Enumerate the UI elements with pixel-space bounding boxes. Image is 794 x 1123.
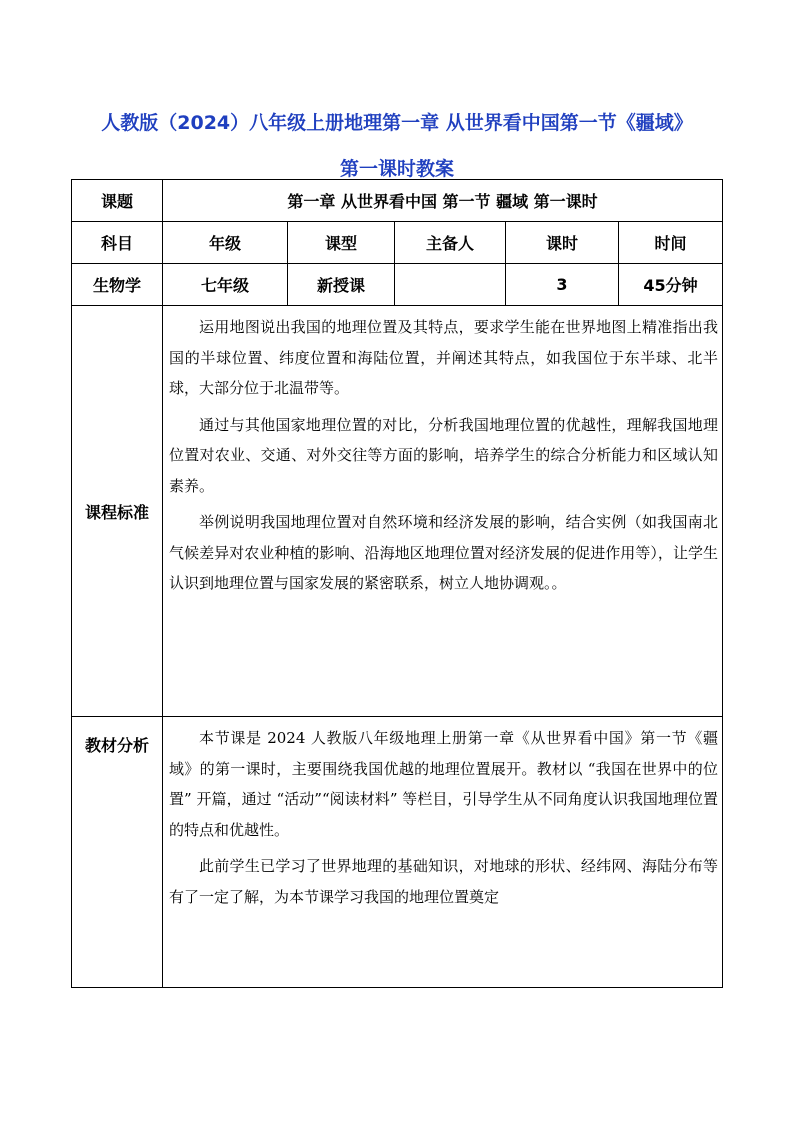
header-lesson-type: 课型 (288, 222, 395, 264)
value-periods: 3 (506, 264, 619, 306)
header-periods: 课时 (506, 222, 619, 264)
analysis-paragraph: 此前学生已学习了世界地理的基础知识，对地球的形状、经纬网、海陆分布等有了一定了解，为本节课学习我国的地理位置奠定 (169, 857, 719, 906)
lesson-plan-table (71, 179, 723, 988)
analysis-label: 教材分析 (72, 717, 163, 988)
value-lesson-type: 新授课 (288, 264, 395, 306)
header-subject: 科目 (72, 222, 163, 264)
title-line-2: 第一课时教案 (339, 158, 454, 180)
standards-content (163, 306, 723, 717)
value-subject: 生物学 (72, 264, 163, 306)
topic-value: 第一章 从世界看中国 第一节 疆域 第一课时 (163, 180, 723, 222)
header-duration: 时间 (619, 222, 723, 264)
analysis-row (72, 717, 723, 988)
topic-label: 课题 (72, 180, 163, 222)
standards-paragraph: 运用地图说出我国的地理位置及其特点，要求学生能在世界地图上精准指出我国的半球位置、纬度位置和海陆位置，并阐述其特点，如我国位于东半球、北半球，大部分位于北温带等。 (169, 318, 719, 397)
standards-row (72, 306, 723, 717)
standards-paragraph: 举例说明我国地理位置对自然环境和经济发展的影响，结合实例（如我国南北气候差异对农业种植的影响、沿海地区地理位置对经济发展的促进作用等），让学生认识到地理位置与国家发展的紧密联系，树立人地协调观。。 (169, 513, 719, 592)
analysis-content (163, 717, 723, 988)
value-preparer (395, 264, 506, 306)
title-line-1: 人教版（2024）八年级上册地理第一章 从世界看中国第一节《疆域》 (101, 112, 693, 134)
header-row (72, 222, 723, 264)
standards-label: 课程标准 (72, 306, 163, 717)
standards-paragraph: 通过与其他国家地理位置的对比，分析我国地理位置的优越性，理解我国地理位置对农业、交通、对外交往等方面的影响，培养学生的综合分析能力和区域认知素养。 (169, 415, 719, 495)
value-grade: 七年级 (163, 264, 288, 306)
header-preparer: 主备人 (395, 222, 506, 264)
header-grade: 年级 (163, 222, 288, 264)
value-duration: 45分钟 (619, 264, 723, 306)
topic-row (72, 180, 723, 222)
values-row (72, 264, 723, 306)
analysis-paragraph: 本节课是 2024 人教版八年级地理上册第一章《从世界看中国》第一节《疆域》的第一课时，主要围绕我国优越的地理位置展开。教材以 “我国在世界中的位置” 开篇，通过 “活动”“阅读材料” 等栏目，引导学生从不同角度认识我国地理位置的特点和优越性。 (169, 729, 719, 839)
